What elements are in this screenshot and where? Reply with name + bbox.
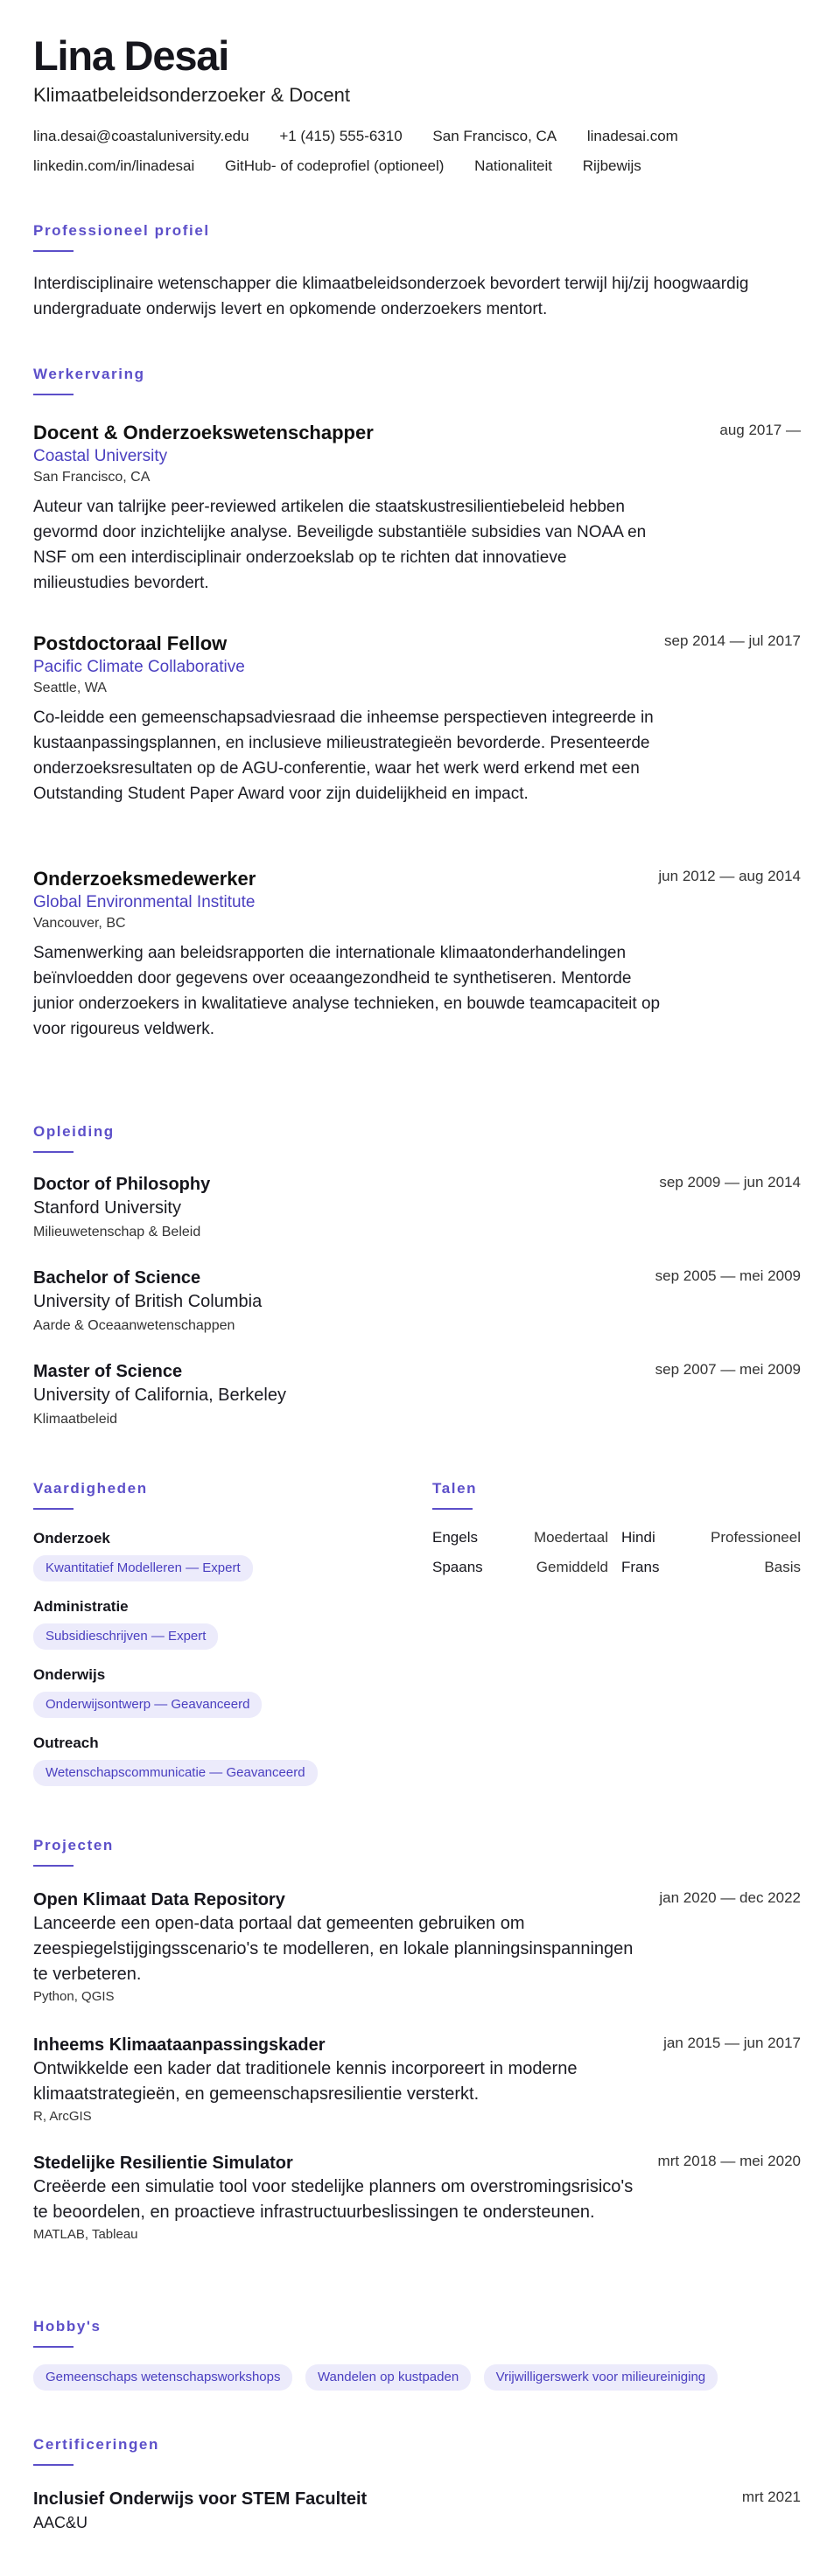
job-description: Auteur van talrijke peer-reviewed artikelen die staatskustresilientiebeleid hebben gevormd door inzichtelijke analyse. Beveiligde substantiële subsidies van NOAA en NSF om een interdisciplinair onderzoekslab op te richten dat innovatieve milieustudies bevordert. (33, 498, 647, 592)
education-item (33, 1360, 801, 1429)
certifications-heading: Certificeringen (33, 2436, 159, 2453)
language-level: Moedertaal (533, 1529, 608, 1546)
degree-title: Bachelor of Science (33, 1268, 201, 1288)
project-date: mrt 2018 — mei 2020 (657, 2153, 801, 2169)
certification-title: Inclusief Onderwijs voor STEM Faculteit (33, 2489, 368, 2509)
contact-phone[interactable]: +1 (415) 555-6310 (279, 128, 403, 144)
project-description: Creëerde een simulatie tool voor stedelijke planners om overstromingsrisico's te beoordelen, en proactieve infrastructuurbeslissingen te ondersteunen. (33, 2177, 634, 2222)
profile-heading: Professioneel profiel (33, 222, 210, 239)
skill-category: Outreach (33, 1735, 99, 1751)
education-item (33, 1173, 801, 1242)
job-location: Vancouver, BC (33, 916, 126, 931)
skills-heading: Vaardigheden (33, 1480, 148, 1497)
contact-row-2 (33, 157, 668, 176)
degree-title: Doctor of Philosophy (33, 1175, 211, 1194)
language-level: Gemiddeld (536, 1559, 608, 1575)
language-name: Spaans (432, 1559, 483, 1575)
job-description: Co-leidde een gemeenschapsadviesraad die inheemse perspectieven integreerde in kustaanpassingsplannen, en inclusieve milieustrategieën bevorderde. Presenteerde onderzoeksresultaten op de AGU-conferentie, waar het werk werd erkend met een Outstanding Student Paper Award voor zijn duidelijkheid en impact. (33, 709, 654, 803)
skill-chip: Onderwijsontwerp — Geavanceerd (33, 1692, 262, 1718)
hobbies-heading-rule (33, 2346, 74, 2348)
school-name: Stanford University (33, 1198, 181, 1218)
contact-row-1 (33, 127, 704, 146)
project-title: Stedelijke Resilientie Simulator (33, 2154, 293, 2173)
languages-section (432, 1479, 801, 1593)
project-title: Inheems Klimaataanpassingskader (33, 2035, 326, 2055)
skill-group (33, 1529, 401, 1581)
degree-title: Master of Science (33, 1362, 183, 1381)
profile-text: Interdisciplinaire wetenschapper die klimaatbeleidsonderzoek bevordert terwijl hij/zij hoogwaardig undergraduate onderwijs levert en opkomende onderzoekers mentort. (33, 275, 749, 318)
contact-website[interactable]: linadesai.com (586, 128, 678, 144)
certifications-section (33, 2435, 801, 2540)
contact-github[interactable]: GitHub- of codeprofiel (optioneel) (225, 157, 445, 174)
experience-item (33, 632, 801, 806)
project-title: Open Klimaat Data Repository (33, 1890, 285, 1909)
hobby-list (33, 2364, 801, 2391)
project-item (33, 1888, 801, 2007)
project-date: jan 2015 — jun 2017 (663, 2035, 801, 2051)
job-location: San Francisco, CA (33, 470, 151, 485)
projects-heading: Projecten (33, 1837, 114, 1853)
skill-group (33, 1734, 401, 1786)
experience-heading: Werkervaring (33, 366, 145, 382)
education-date: sep 2005 — mei 2009 (655, 1267, 801, 1284)
job-location: Seattle, WA (33, 681, 107, 695)
candidate-role: Klimaatbeleidsonderzoeker & Docent (33, 84, 350, 106)
experience-section (33, 365, 801, 1082)
experience-heading-rule (33, 394, 74, 395)
job-date: jun 2012 — aug 2014 (658, 868, 801, 884)
education-item (33, 1267, 801, 1336)
experience-item (33, 421, 801, 596)
certification-date: mrt 2021 (741, 2489, 801, 2505)
skill-category: Onderzoek (33, 1530, 110, 1546)
job-date: sep 2014 — jul 2017 (664, 632, 801, 649)
experience-item (33, 867, 801, 1042)
job-organization: Pacific Climate Collaborative (33, 658, 245, 676)
study-field: Milieuwetenschap & Beleid (33, 1225, 201, 1239)
job-title: Postdoctoraal Fellow (33, 632, 228, 654)
school-name: University of California, Berkeley (33, 1386, 286, 1405)
hobbies-section (33, 2317, 801, 2391)
skills-section (33, 1479, 401, 1786)
project-description: Ontwikkelde een kader dat traditionele kennis incorporeert in moderne klimaatstrategieën, en gemeenschapsresilientie versterkt. (33, 2059, 578, 2104)
education-date: sep 2007 — mei 2009 (655, 1361, 801, 1378)
education-heading-rule (33, 1151, 74, 1153)
skill-group (33, 1665, 401, 1718)
job-organization: Global Environmental Institute (33, 893, 256, 911)
skill-chip: Wetenschapscommunicatie — Geavanceerd (33, 1760, 318, 1786)
hobby-chip: Wandelen op kustpaden (305, 2364, 471, 2391)
language-name: Hindi (621, 1529, 655, 1546)
hobby-chip: Gemeenschaps wetenschapsworkshops (33, 2364, 292, 2391)
project-item (33, 2152, 801, 2244)
project-date: jan 2020 — dec 2022 (659, 1889, 801, 1906)
education-section (33, 1122, 801, 1437)
job-date: aug 2017 — (719, 422, 801, 438)
language-level: Basis (764, 1559, 801, 1575)
certifications-heading-rule (33, 2464, 74, 2466)
contact-location: San Francisco, CA (432, 128, 557, 144)
project-technologies: Python, QGIS (33, 1989, 115, 2004)
projects-heading-rule (33, 1865, 74, 1867)
language-level: Professioneel (710, 1529, 801, 1546)
school-name: University of British Columbia (33, 1292, 263, 1311)
contact-email[interactable]: lina.desai@coastaluniversity.edu (33, 128, 249, 144)
education-heading: Opleiding (33, 1123, 115, 1140)
languages-heading: Talen (432, 1480, 478, 1497)
study-field: Klimaatbeleid (33, 1412, 118, 1427)
job-title: Onderzoeksmedewerker (33, 868, 256, 890)
contact-nationality: Nationaliteit (474, 157, 552, 174)
candidate-name: Lina Desai (33, 32, 229, 79)
profile-heading-rule (33, 250, 74, 252)
job-organization: Coastal University (33, 447, 168, 465)
job-title: Docent & Onderzoekswetenschapper (33, 422, 374, 443)
project-item (33, 2034, 801, 2126)
skills-heading-rule (33, 1508, 74, 1510)
language-name: Frans (621, 1559, 660, 1575)
project-technologies: R, ArcGIS (33, 2109, 92, 2124)
projects-section (33, 1836, 801, 2291)
certification-item (33, 2488, 801, 2535)
profile-section (33, 221, 801, 322)
contact-linkedin[interactable]: linkedin.com/in/linadesai (33, 157, 195, 174)
language-name: Engels (432, 1529, 478, 1546)
skill-chip: Subsidieschrijven — Expert (33, 1623, 218, 1650)
contact-license: Rijbewijs (582, 157, 641, 174)
study-field: Aarde & Oceaanwetenschappen (33, 1318, 235, 1333)
certification-issuer: AAC&U (33, 2514, 88, 2531)
skill-category: Administratie (33, 1598, 129, 1615)
job-description: Samenwerking aan beleidsrapporten die internationale klimaatonderhandelingen beïnvloedden door gegevens over oceaangezondheid te synthetiseren. Mentorde junior onderzoekers in kwalitatieve analyse technieken, en bouwde teamcapaciteit op voor rigoureus veldwerk. (33, 944, 661, 1038)
languages-heading-rule (432, 1508, 473, 1510)
project-description: Lanceerde een open-data portaal dat gemeenten gebruiken om zeespiegelstijgingsscenario's te modelleren, en lokale planningsinspanningen te verbeteren. (33, 1914, 634, 1984)
hobbies-heading: Hobby's (33, 2318, 102, 2335)
skill-group (33, 1597, 401, 1650)
skill-chip: Kwantitatief Modelleren — Expert (33, 1555, 253, 1581)
project-technologies: MATLAB, Tableau (33, 2227, 138, 2242)
hobby-chip: Vrijwilligerswerk voor milieureiniging (484, 2364, 718, 2391)
education-date: sep 2009 — jun 2014 (659, 1174, 801, 1190)
skill-category: Onderwijs (33, 1666, 106, 1683)
